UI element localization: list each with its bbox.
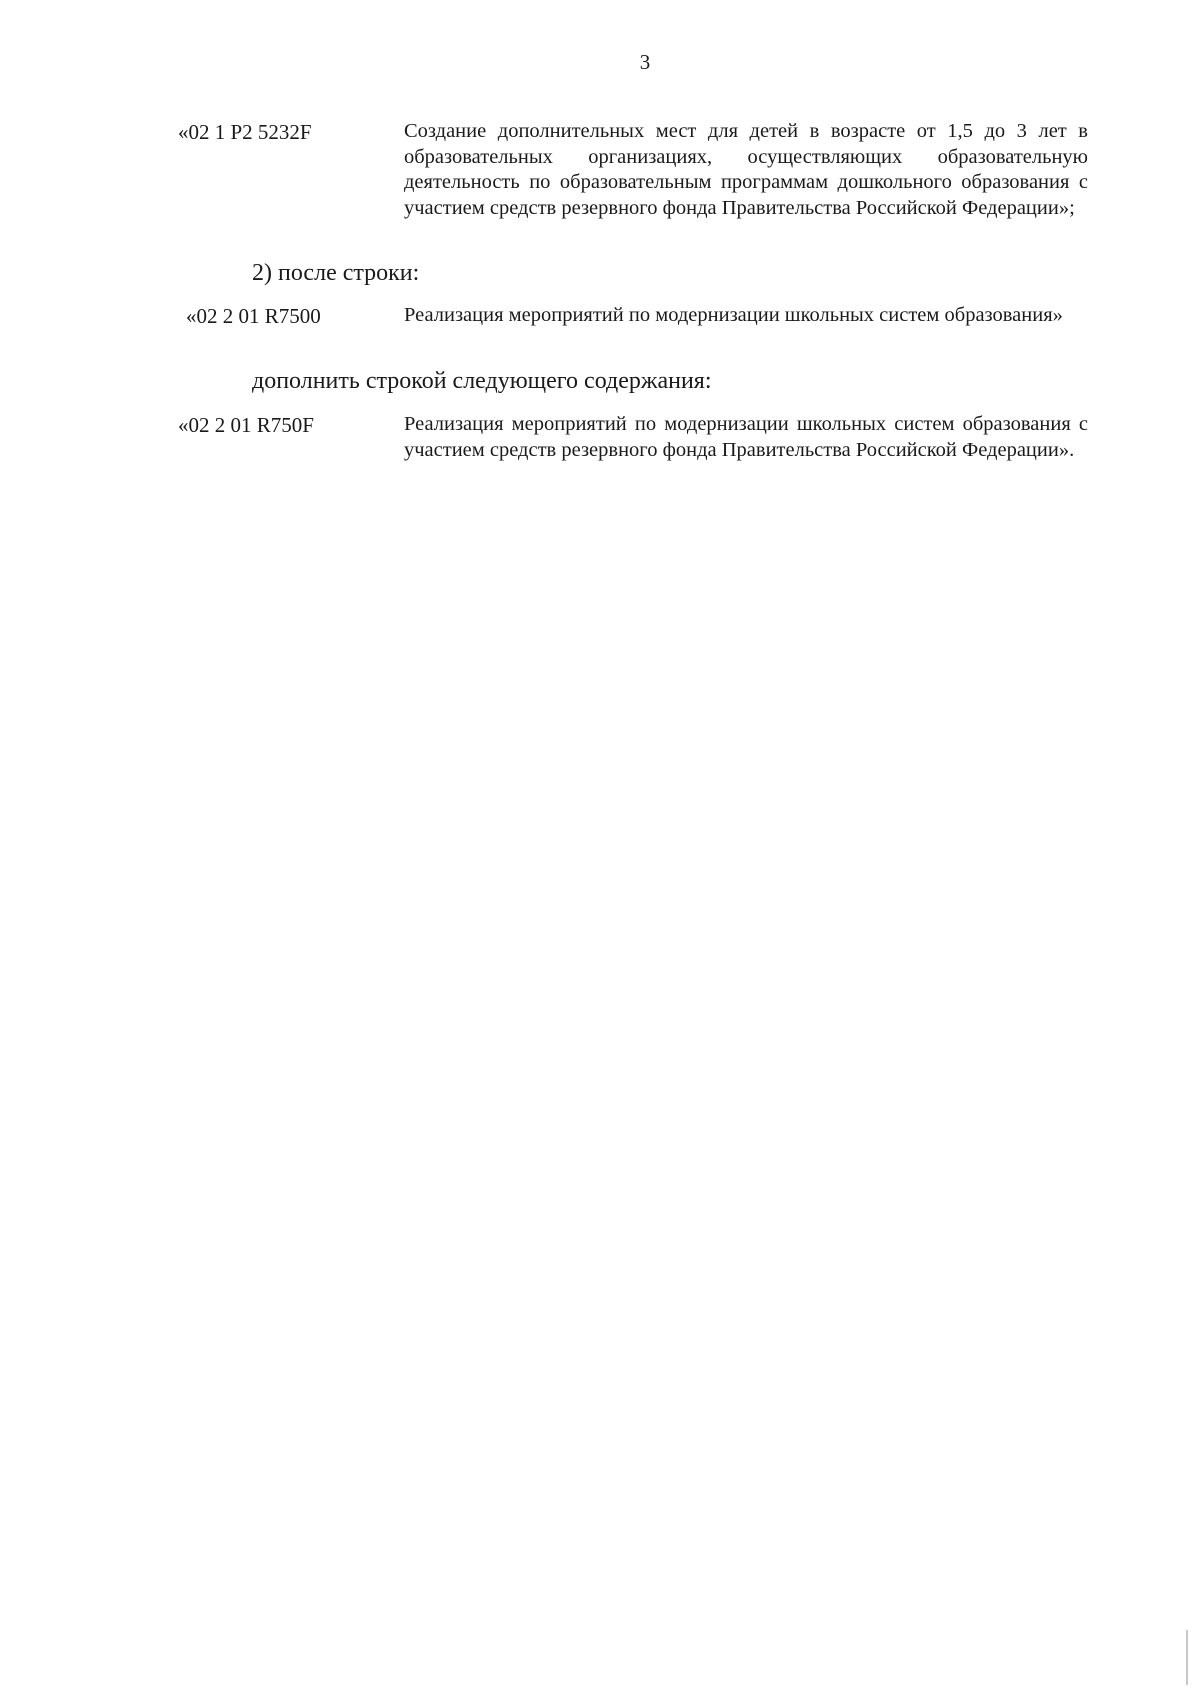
budget-code-description: Реализация мероприятий по модернизации школьных систем образования с участием средств резервного фонда Правительства Российской Федерации». <box>404 413 1088 461</box>
budget-code: «02 1 P2 5232F <box>178 120 312 144</box>
page-number: 3 <box>639 50 651 74</box>
amendment-instruction: 2) после строки: <box>252 260 420 286</box>
budget-code-description: Реализация мероприятий по модернизации школьных систем образования» <box>404 304 1063 326</box>
budget-code: «02 2 01 R7500 <box>186 304 321 328</box>
amendment-instruction: дополнить строкой следующего содержания: <box>252 368 712 394</box>
budget-code: «02 2 01 R750F <box>178 413 314 437</box>
budget-code-description: Создание дополнительных мест для детей в возрасте от 1,5 до 3 лет в образовательных организациях, осуществляющих образовательную деятельность по образовательным программам дошкольного образования с участием средств резервного фонда Правительства Российской Федерации»; <box>404 120 1088 219</box>
scan-edge-mark <box>1186 1630 1188 1685</box>
